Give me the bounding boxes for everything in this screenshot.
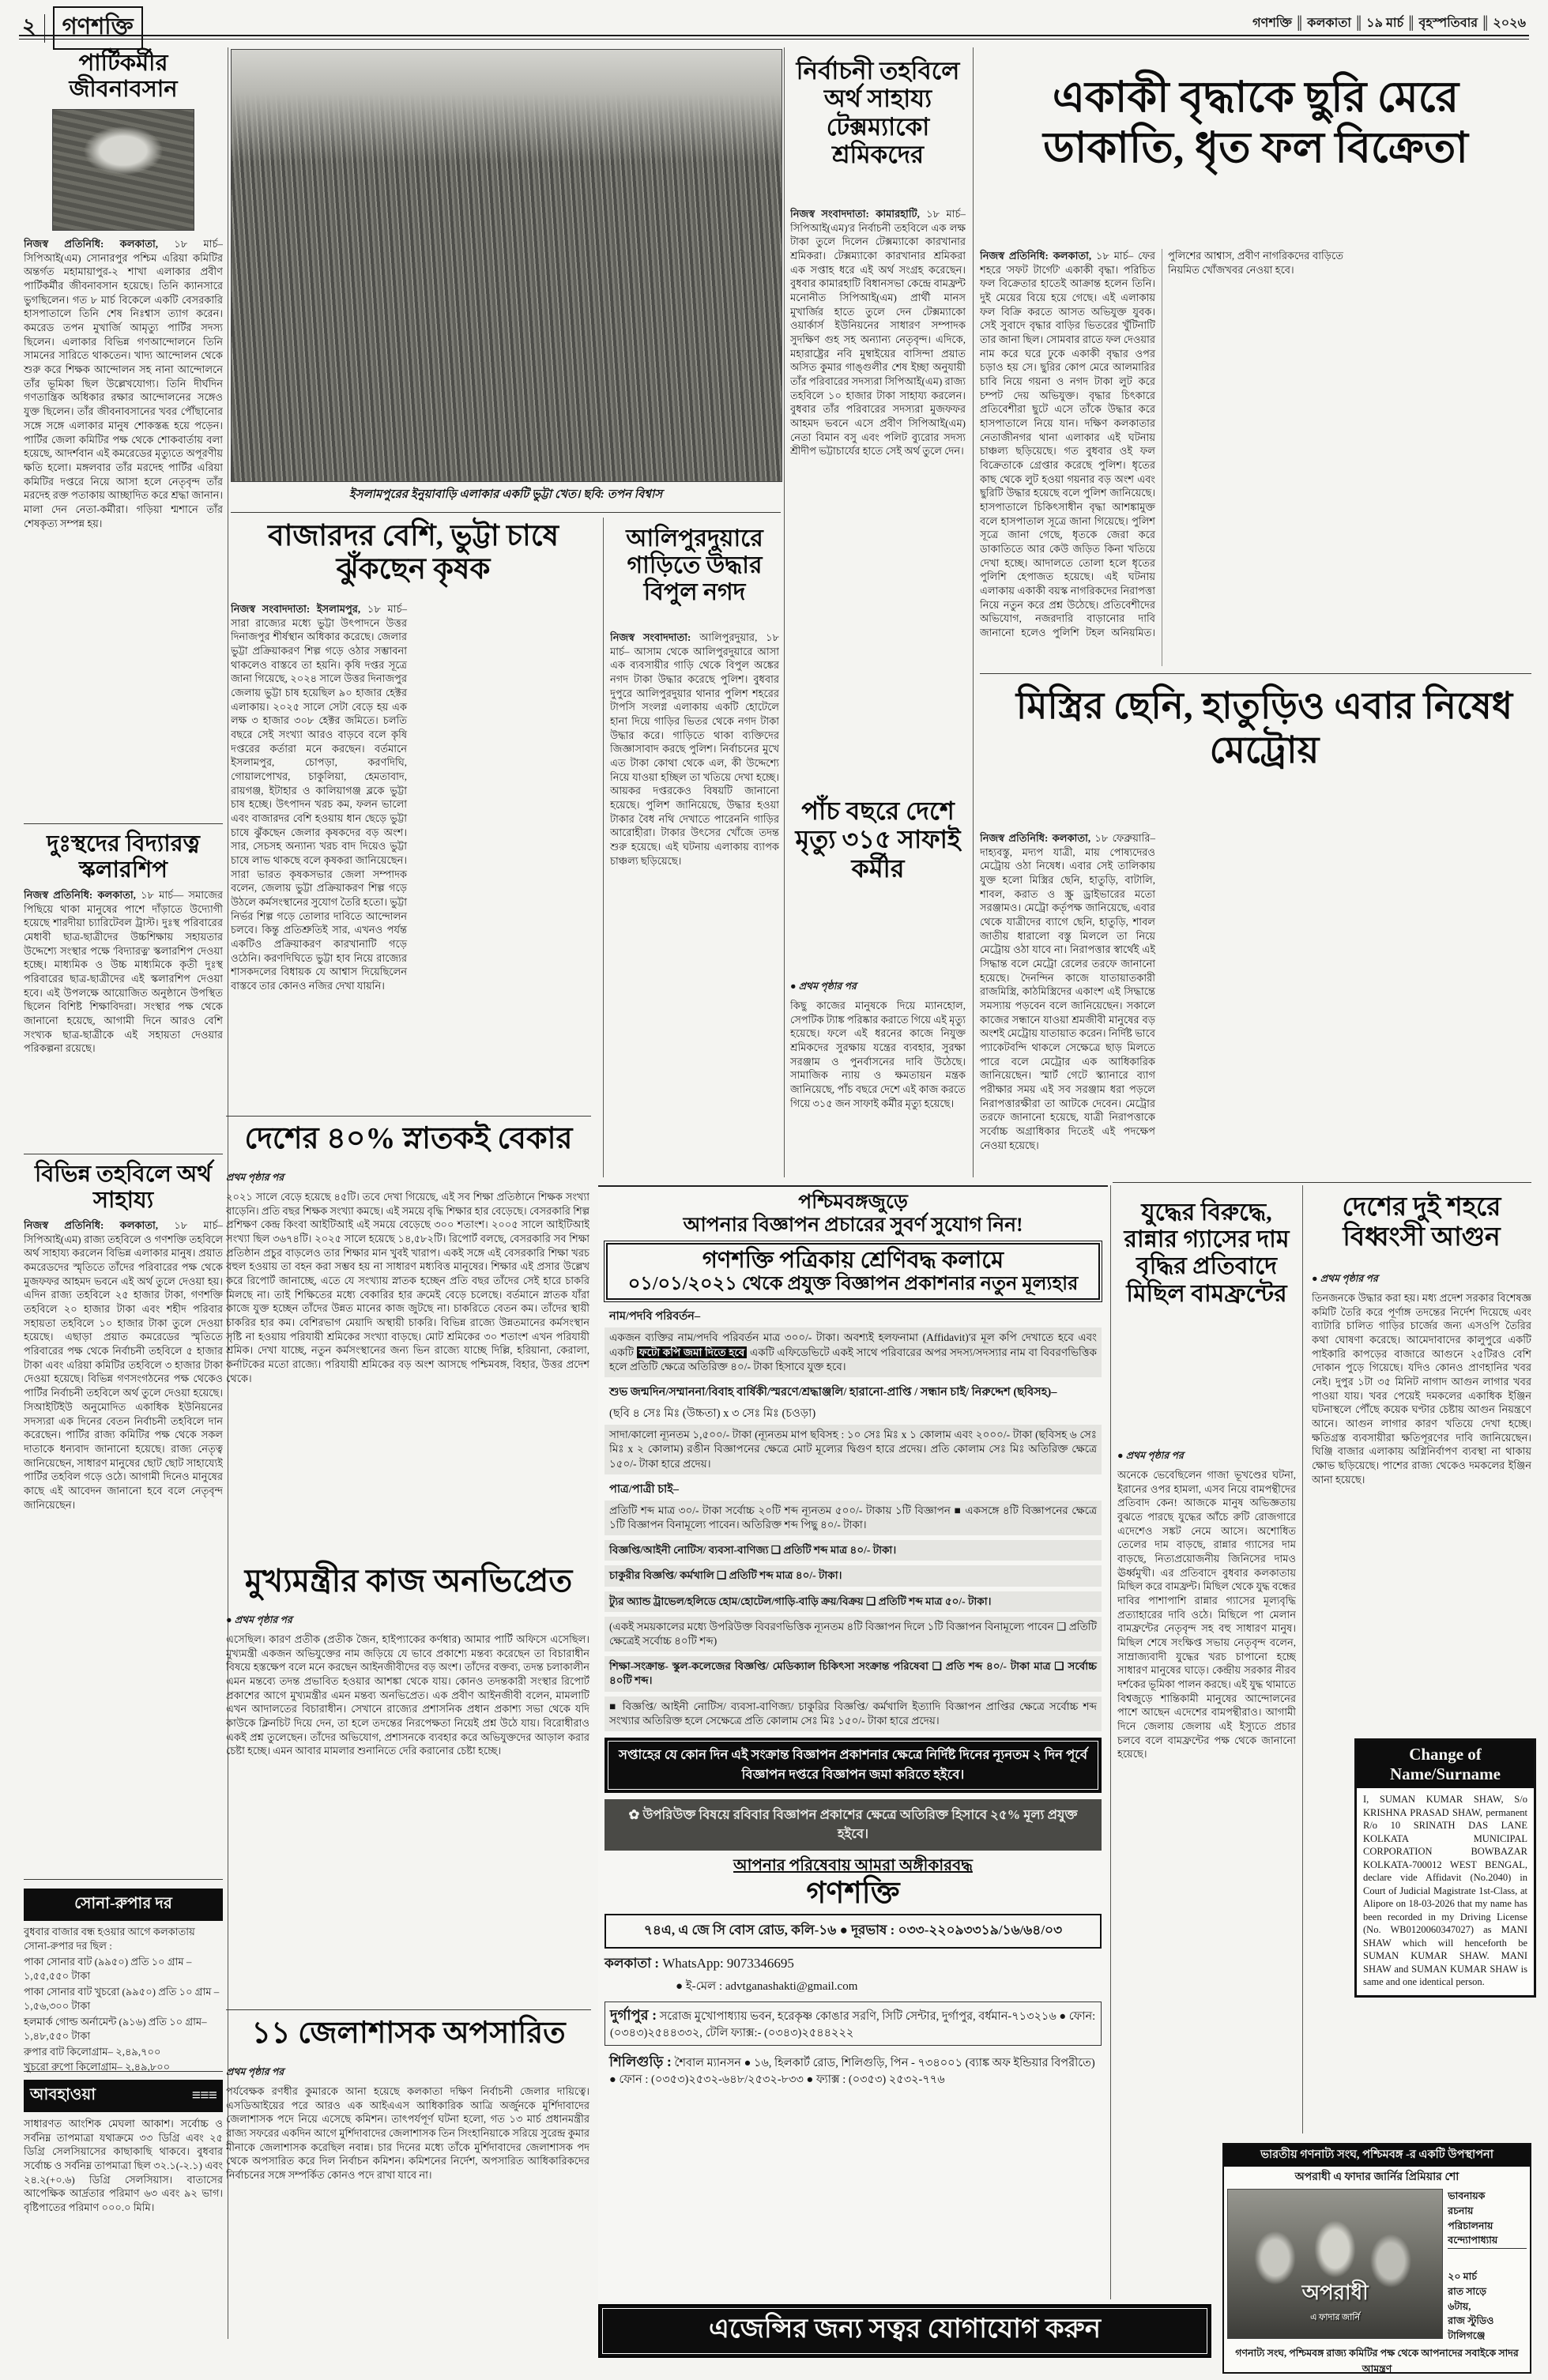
theatre-ad-content	[1224, 2187, 1530, 2345]
ad-highlight: ফটো কপি জমা দিতে হবে	[637, 1346, 748, 1358]
alipurduar-title: আলিপুরদুয়ারে গাড়িতে উদ্ধার বিপুল নগদ	[626, 525, 763, 606]
metro-title: মিস্ত্রির ছেনি, হাতুড়িও এবার নিষেধ মেট্রোয়	[1015, 686, 1513, 772]
column-divider	[973, 47, 974, 1177]
article-body: ১৮ ফেব্রুয়ারি– দাহ্যবস্তু, মদ্যপ যাত্রী, মায় পোষ্যদেরও মেট্রোয় ওঠা নিষেধ। এবার সেই তালিকায় যুক্ত হলো মিস্ত্রির ছেনি, হাতুড়ি, বাটালি, শাবল, করাত ও স্ক্রু ড্রাইভারের মতো সরঞ্জামও। মেট্রো কর্তৃপক্ষ জানিয়েছে, এবার থেকে যাত্রীদের ব্যাগে ছেনি, হাতুড়ি, শাবল জাতীয় ধারালো বস্তু মিললে তা নিয়ে মেট্রোয় ওঠা যাবে না। নিরাপত্তার স্বার্থেই এই সিদ্ধান্ত বলে মেট্রো রেলের তরফে জানানো হয়েছে। দৈনন্দিন কাজে যাতায়াতকারী রাজমিস্ত্রি, কাঠমিস্ত্রিদের একাংশ এই সিদ্ধান্তে সমস্যায় পড়বেন বলে জানিয়েছেন। সকালে কাজের সন্ধানে যাওয়া শ্রমজীবী মানুষের বড় অংশই মেট্রোয় যাতায়াত করেন। নির্দিষ্ট ভাবে প্যাকেটবন্দি থাকলে সেক্ষেত্রে ছাড় মিলতে পারে বলে মেট্রোর এক আধিকারিক জানিয়েছেন। স্মার্ট গেটে স্ক্যানারে ব্যাগ পরীক্ষার সময় এই সব সরঞ্জাম ধরা পড়লে নিরাপত্তারক্ষীরা তা আটকে দেবেন। মেট্রোর তরফে জানানো হয়েছে, যাত্রী নিরাপত্তাকে সর্বোচ্চ অগ্রাধিকার দিতেই এই পদক্ষেপ নেওয়া হয়েছে।	[980, 832, 1155, 1151]
article-byline: নিজস্ব প্রতিনিধি: কলকাতা,	[980, 832, 1095, 844]
schedule-line: রাত সাড়ে	[1448, 2285, 1487, 2297]
article-body: পর্যবেক্ষক রণধীর কুমারকে আনা হয়েছে কলকাতা দক্ষিণ নির্বাচনী জেলার দায়িত্বে। এসডিআইয়ের পরে আরও এক আইএএস আধিকারিক আত্রি অর্জুনকে মুর্শিদাবাদের জেলাশাসক পদে নিয়ে এসেছে কমিশন। তাৎপর্যপূর্ণ ঘটনা হলো, গত ১৩ মার্চ প্রধানমন্ত্রীর রাজ্য সফরের একদিন আগে মুর্শিদাবাদের জেলাশাসক তিন সিংহানিয়াকে সরিয়ে সুরেন্দ্র কুমার মীনাকে জেলাশাসক করেছিল নবান্ন। চার দিনের মধ্যে তাঁকে মুর্শিদাবাদের জেলাশাসক পদ থেকে অপসারিত করে দিল নির্বাচন কমিশন। কমিশনের নির্দেশ, অপসারিত আধিকারিকদের নির্বাচনের সঙ্গে সম্পর্কিত কোনও পদে রাখা যাবে না।	[226, 2085, 589, 2182]
schedule-line: ২০ মার্চ	[1448, 2271, 1477, 2282]
ad-header-region: পশ্চিমবঙ্গজুড়ে	[798, 1192, 908, 1213]
section-rule	[226, 1116, 591, 1117]
continued-note: প্রথম পৃষ্ঠার পর	[226, 2066, 284, 2077]
section-rule	[1113, 1182, 1531, 1183]
robbery-article	[980, 249, 1531, 666]
ad-section: (একই সময়কালের মধ্যে উপরিউক্ত বিবরণভিত্তিক ন্যূনতম ৪টি বিজ্ঞাপন দিলে ১টি বিজ্ঞাপন বিনামূল্যে পাবেন ❑ প্রতিটি ক্ষেত্রেই সর্বোচ্চ ৪০টি শব্দ)	[605, 1617, 1102, 1651]
article-byline: নিজস্ব সংবাদদাতা: কামারহাটি,	[790, 208, 927, 220]
weather-body: সাধারণত আংশিক মেঘলা আকাশ। সর্বোচ্চ ও সর্বনিম্ন তাপমাত্রা যথাক্রমে ৩৩ ডিগ্রি এবং ২৫ ডিগ্রি সেলসিয়াসের কাছাকাছি থাকবে। বুধবার সর্বোচ্চ ও সর্বনিম্ন তাপমাত্রা ছিল ৩২.১(-২.১) এবং ২৪.২(+০.৬) ডিগ্রি সেলসিয়াস। বাতাসের আপেক্ষিক আর্দ্রতার পরিমাণ ৬৩ এবং ৯২ ভাগ। বৃষ্টিপাতের পরিমাণ ০০০.০ মিমি।	[24, 2118, 223, 2214]
ad-brand: গণশক্তি	[806, 1876, 900, 1910]
theatre-still-photo	[1227, 2189, 1443, 2339]
masthead-meta: গণশক্তি ║ কলকাতা ║ ১৯ মার্চ ║ বৃহস্পতিবার ║ ২০২৬	[1252, 17, 1526, 30]
continued-note: ● প্রথম পৃষ্ঠার পর	[790, 980, 966, 996]
schedule-line: ৬টায়,	[1448, 2300, 1471, 2312]
name-change-body: I, SUMAN KUMAR SHAW, S/o KRISHNA PRASAD SHAW, permanent R/o 10 SRINATH DAS LANE KOLKATA MUNICIPAL CORPORATION BOWBAZAR KOLKATA-700012 WEST BENGAL, declare vide Affidavit (No.2040) in Court of Judicial Magistrate 1st-Class, at Alipore on 18-03-2026 that my name has been recorded in my Driving License (No. WB0120060347027) as MANI SHAW which will henceforth be SUMAN KUMAR SHAW. MANI SHAW and SUMAN KUMAR SHAW is same and one identical person.	[1363, 1794, 1527, 1988]
gold-rate-item: পাকা সোনার বাট খুচরো (৯৯৫০) প্রতি ১০ গ্রাম – ১,৫৬,৩০০ টাকা	[24, 1985, 220, 2012]
article-body: তিনজনকে উদ্ধার করা হয়। মধ্য প্রদেশ সরকার বিশেষজ্ঞ কমিটি তৈরি করে পূর্ণাঙ্গ তদন্তের নির্দেশ দিয়েছে এবং ব্যাটারি চালিত গাড়ির চার্জের জন্য এসওপি তৈরির কথা ঘোষণা করেছে। আমেদাবাদের কালুপুরে একটি পাইকারি কাপড়ের বাজারে আগুনে ২৫টিরও বেশি দোকান পুড়ে গিয়েছে। যদিও কোনও প্রাণহানির খবর নেই। দুপুর ১টা ৩৫ মিনিট নাগাদ আগুন লাগার খবর পাওয়া যায়। খবর পেয়েই দমকলের একাধিক ইঞ্জিন ঘটনাস্থলে পৌঁছে কয়েক ঘণ্টার চেষ্টায় আগুন নিয়ন্ত্রণে আনে। আগুন লাগার কারণ খতিয়ে দেখা হচ্ছে। ক্ষতিগ্রস্ত ব্যবসায়ীরা ক্ষতিপূরণের দাবি জানিয়েছেন। ঘিঞ্জি বাজার এলাকায় অগ্নিনির্বাপণ ব্যবস্থা না থাকায় ক্ষোভ ছড়িয়েছে। পাশের রাজ্য থেকেও দমকলের ইঞ্জিন আনা হয়েছে।	[1312, 1292, 1531, 1486]
article-title: পার্টিকর্মীর জীবনাবসান	[69, 51, 178, 103]
article-body: ১৮ মার্চ– সারা রাজ্যের মধ্যে ভুট্টা উৎপাদনে উত্তর দিনাজপুর শীর্ষস্থান অধিকার করেছে। জেলার ভুট্টা প্রক্রিয়াকরণ শিল্প গড়ে ওঠার সম্ভাবনা থাকলেও বাস্তবে তা হয়নি। কৃষি দপ্তর সূত্রে জানা গিয়েছে, ২০২৪ সালে উত্তর দিনাজপুর জেলায় ভুট্টা চাষ হয়েছিল ৯০ হাজার হেক্টর এলাকায়। ২০২৫ সালে সেটা বেড়ে হয় এক লক্ষ ৩ হাজার ৩০৮ হেক্টর জমিতে। চলতি বছরে সেই সংখ্যা আরও বাড়বে বলে কৃষি দপ্তরের কর্তারা মনে করছেন। বর্তমানে ইসলামপুর, চোপড়া, করণদিঘি, গোয়ালপোখর, চাকুলিয়া, হেমতাবাদ, রায়গঞ্জ, ইটাহার ও কালিয়াগঞ্জ ব্লকে ভুট্টা চাষ হচ্ছে। উৎপাদন খরচ কম, ফলন ভালো এবং বাজারদর বেশি হওয়ায় ধান ছেড়ে ভুট্টা চাষে ঝুঁকছেন জেলার কৃষকদের বড় অংশ। সার, সেচসহ অন্যান্য খরচ বাদ দিয়েও ভুট্টা চাষে লাভ থাকছে বলে কৃষকরা জানিয়েছেন। সারা ভারত কৃষকসভার জেলা সম্পাদক বলেন, জেলায় ভুট্টা প্রক্রিয়াকরণ শিল্প গড়ে উঠলে কর্মসংস্থানের সুযোগ তৈরি হতো। ভুট্টা নির্ভর শিল্প গড়ে তোলার দাবিতে আন্দোলন চলবে। কিন্তু প্রতিশ্রুতিই সার, এখনও পর্যন্ত একটিও প্রক্রিয়াকরণ কারখানাটি গড়ে ওঠেনি। করণদিঘিতে ভুট্টা হাব নিয়ে রাজ্যের শাসকদলের বিধায়ক যে আশ্বাস দিয়েছিলেন বাস্তবে তার কোনও নজির দেখা যায়নি।	[231, 603, 407, 992]
theatre-info-column	[1448, 2189, 1527, 2344]
article-body: আলিপুরদুয়ার, ১৮ মার্চ– আসাম থেকে আলিপুরদুয়ারে আসা এক ব্যবসায়ীর গাড়ি থেকে বিপুল অঙ্কের নগদ টাকা উদ্ধার করেছে পুলিশ। বুধবার দুপুরে আলিপুরদুয়ার থানার পুলিশ শহরের টাপসি সংলগ্ন এলাকায় একটি হোটেলে হানা দিয়ে গাড়ির ভিতর থেকে নগদ টাকা উদ্ধার করে। গাড়িতে থাকা ব্যক্তিদের জিজ্ঞাসাবাদ করছে পুলিশ। নির্বাচনের মুখে এত টাকা কোথা থেকে এল, কী উদ্দেশ্যে নিয়ে যাওয়া হচ্ছিল তা খতিয়ে দেখা হচ্ছে। আয়কর দপ্তরকেও বিষয়টি জানানো হয়েছে। পুলিশ জানিয়েছে, উদ্ধার হওয়া টাকার বৈধ নথি দেখাতে পারেননি গাড়ির আরোহীরা। টাকার উৎসের খোঁজে তদন্ত শুরু হয়েছে। এই ঘটনায় এলাকায় ব্যাপক চাঞ্চল্য ছড়িয়েছে।	[610, 631, 779, 867]
article-obituary	[24, 51, 223, 820]
ad-section-title: পাত্র/পাত্রী চাই–	[609, 1482, 680, 1496]
ad-kolkata-contact	[605, 1953, 1102, 1975]
article-body: ১৮ মার্চ– সিপিআই(এম)'র নির্বাচনী তহবিলে এক লক্ষ টাকা তুলে দিলেন টেক্সম্যাকো কারখানার শ্রমিকরা। টেক্সম্যাকো কারখানার শ্রমিকরা এক সপ্তাহ ধরে এই অর্থ সংগ্রহ করেছেন। বুধবার কামারহাটি বিধানসভা কেন্দ্রে বামফ্রন্ট মনোনীত সিপিআই(এম) প্রার্থী মানস মুখার্জির হাতে তুলে দেন টেক্সম্যাকো ওয়ার্কার্স ইউনিয়নের সাধারণ সম্পাদক সুদক্ষিণ গুহ সহ অন্যান্য নেতৃবৃন্দ। এদিকে, মহারাষ্ট্রের নবি মুম্বাইয়ের বাসিন্দা প্রয়াত অসিত কুমার গাঙ্গুলীর শেষ ইচ্ছা অনুযায়ী তাঁর পরিবারের সদস্যরা সিপিআই(এম) রাজ্য তহবিলে ১০ হাজার টাকা সাহায্য করলেন। বুধবার তাঁর পরিবারের সদস্যরা মুজফফর আহমদ ভবনে এসে প্রবীণ সিপিআই(এম) নেতা বিমান বসু এবং পলিট ব্যুরোর সদস্য শ্রীদীপ ভট্টাচার্যের হাতে সেই অর্থ তুলে দেন।	[790, 208, 966, 458]
cm-title: মুখ্যমন্ত্রীর কাজ অনভিপ্রেত	[244, 1563, 573, 1599]
poster-title: অপরাধী	[1301, 2281, 1369, 2304]
ad-title-line: গণশক্তি পত্রিকায় শ্রেণিবদ্ধ কলামে	[702, 1248, 1004, 1273]
graduates-article	[226, 1169, 589, 1561]
robbery-title: একাকী বৃদ্ধাকে ছুরি মেরে ডাকাতি, ধৃত ফল বিক্রেতা	[1043, 73, 1468, 171]
ad-city-label: দুর্গাপুর :	[610, 2007, 657, 2024]
ad-city-label: শিলিগুড়ি :	[609, 2053, 672, 2069]
article-byline: নিজস্ব প্রতিনিধি: কলকাতা,	[980, 250, 1096, 262]
section-rule	[980, 673, 1531, 674]
article-body: কিছু কাজের মানুষকে দিয়ে ম্যানহোল, সেপটিক ট্যাঙ্ক পরিষ্কার করাতে গিয়ে এই মৃত্যু হয়েছে। ফলে এই ধরনের কাজে নিযুক্ত শ্রমিকদের সুরক্ষায় যন্ত্রের ব্যবহার, সুরক্ষা সরঞ্জাম ও পুনর্বাসনের দাবি উঠেছে। সামাজিক ন্যায় ও ক্ষমতায়ন মন্ত্রক জানিয়েছে, পাঁচ বছরে দেশে এই কাজ করতে গিয়ে ৩১৫ জন সাফাই কর্মীর মৃত্যু হয়েছে।	[790, 1000, 966, 1109]
continued-note: প্রথম পৃষ্ঠার পর	[226, 1172, 284, 1183]
masthead-rule	[19, 35, 1529, 40]
ad-section: প্রতিটি শব্দ মাত্র ৩০/- টাকা সর্বোচ্চ ২০টি শব্দ ন্যূনতম ৫০০/- টাকায় ১টি বিজ্ঞাপন ■ একসঙ্গে ৪টি বিজ্ঞাপনের ক্ষেত্রে ১টি বিজ্ঞাপন বিনামূল্যে পাবেন। অতিরিক্ত শব্দ পিছু ৪০/- টাকা।	[605, 1501, 1102, 1535]
ad-section: ■ বিজ্ঞপ্তি/ আইনী নোটিস/ ব্যবসা-বাণিজ্য/ চাকুরির বিজ্ঞপ্তি/ কর্মখালি ইত্যাদি বিজ্ঞাপন প্রাপ্তির ক্ষেত্রে সর্বোচ্চ শব্দ সংখ্যার অতিরিক্ত হলে সেক্ষেত্রে প্রতি কোলাম সেঃ মিঃ ১৫০/- টাকা হারে প্রদেয়।	[605, 1697, 1102, 1731]
weather-title: আবহাওয়া	[30, 2086, 96, 2103]
continued-note: ● প্রথম পৃষ্ঠার পর	[1312, 1272, 1531, 1288]
credit-line: বন্দ্যোপাধ্যায়	[1448, 2233, 1527, 2249]
article-funds	[24, 1162, 223, 1873]
ad-section-text: একটি এফিডেভিটে একই সাথে পরিবারের অপর সদস্য/সদস্যার নাম বা বিবরণভিত্তিক হলে প্রতিটি ক্ষেত্রে অতিরিক্ত ৪০/- টাকা হিসাবে যুক্ত হবে।	[609, 1346, 1097, 1373]
ad-pledge: আপনার পরিষেবায় আমরা অঙ্গীকারবদ্ধ	[733, 1857, 973, 1875]
ad-title-box	[606, 1243, 1100, 1300]
ad-section-line: (ছবি ৪ সেঃ মিঃ (উচ্চতা) x ৩ সেঃ মিঃ (চওড়া)	[609, 1407, 816, 1421]
corn-field-photo	[231, 49, 782, 482]
section-rule	[24, 823, 223, 824]
fire-title: দেশের দুই শহরে বিধ্বংসী আগুন	[1342, 1193, 1501, 1252]
article-title: দুঃস্থদের বিদ্যারত্ন স্কলারশিপ	[47, 831, 200, 883]
safai-article	[790, 978, 966, 1173]
ad-header-opportunity: আপনার বিজ্ঞাপন প্রচারের সুবর্ণ সুযোগ নিন!	[683, 1214, 1023, 1236]
column-divider	[1110, 1185, 1111, 2299]
column-divider	[603, 518, 604, 1177]
ad-section: সাদা/কালো ন্যূনতম ১,৫০০/- টাকা (ন্যূনতম মাপ ছবিসহ : ১০ সেঃ মিঃ x ১ কোলাম এবং ২০০০/- টাকা (ছবিসহ ৬ সেঃ মিঃ x ২ কোলাম) রঙীন বিজ্ঞাপনের ক্ষেত্রে মোট মূল্যের দ্বিগুণ হারে প্রদেয়। প্রতি কোলাম সেঃ মিঃ অতিরিক্ত ক্ষেত্রে ১৫০/- টাকা হারে প্রদেয়।	[605, 1425, 1102, 1474]
ad-deadline-notice: সপ্তাহের যে কোন দিন এই সংক্রান্ত বিজ্ঞাপন প্রকাশনার ক্ষেত্রে নির্দিষ্ট দিনের ন্যূনতম ২ দিন পূর্বে বিজ্ঞাপন দপ্তরে বিজ্ঞাপন জমা করিতে হইবে।	[605, 1738, 1102, 1793]
ad-section: বিজ্ঞপ্তি/আইনী নোটিস/ ব্যবসা-বাণিজ্য ❑ প্রতিটি শব্দ মাত্র ৪০/- টাকা।	[605, 1540, 1102, 1561]
schedule-line: রাজ স্টুডিও	[1448, 2315, 1494, 2327]
page-number: ২	[22, 14, 36, 38]
article-body: ১৮ মার্চ– সিপিআই(এম) সোনারপুর পশ্চিম এরিয়া কমিটির অন্তর্গত মহামায়াপুর-২ শাখা এলাকার প্রবীণ পার্টিকর্মীর জীবনাবসান হয়েছে। তিনি ক্যানসারে ভুগছিলেন। গত ৮ মার্চ বিকেলে একটি বেসরকারি হাসপাতালে তিনি শেষ নিঃশ্বাস ত্যাগ করেন। কমরেড তপন মুখার্জি আমৃত্যু পার্টির সদস্য ছিলেন। এলাকার বিভিন্ন গণআন্দোলনে তিনি সামনের সারিতে থাকতেন। খাদ্য আন্দোলন থেকে শুরু করে শিক্ষক আন্দোলন সহ নানা আন্দোলনে তাঁর ভূমিকা ছিল উল্লেখযোগ্য। তিনি দীর্ঘদিন গণতান্ত্রিক অধিকার রক্ষার আন্দোলনের সঙ্গেও যুক্ত ছিলেন। তাঁর জীবনাবসানের খবর পৌঁছানোর সঙ্গে সঙ্গে এলাকার মানুষ শোকস্তব্ধ হয়ে পড়েন। পার্টির জেলা কমিটির পক্ষ থেকে শোকবার্তায় বলা হয়েছে, আদর্শবান এই কমরেডের মৃত্যুতে অপূরণীয় ক্ষতি হলো। মঙ্গলবার তাঁর মরদেহ পার্টির এরিয়া কমিটির দপ্তরে নিয়ে আসা হলে নেতৃবৃন্দ তাঁর মরদেহ রক্ত পতাকায় আচ্ছাদিত করে শ্রদ্ধা জানান। মালা দেন নেতা-কর্মীরা। গড়িয়া শ্মশানে তাঁর শেষকৃত্য সম্পন্ন হয়।	[24, 238, 223, 529]
dm-article	[226, 2064, 589, 2369]
ad-address-bar: ৭৪এ, এ জে সি বোস রোড, কলি-১৬ ● দূরভাষ : ০৩৩-২২০৯৩৩১৯/১৬/৬৪/০৩	[605, 1914, 1102, 1949]
article-body: ১৮ মার্চ– সিপিআই(এম) রাজ্য তহবিলে ও গণশক্তি তহবিলে অর্থ সাহায্য করলেন বিভিন্ন এলাকার মানুষ। প্রয়াত কমরেডদের স্মৃতিতে তাঁদের পরিবারের পক্ষ থেকে মুজফফর আহমদ ভবনে এই অর্থ তুলে দেওয়া হয়। এদিন রাজ্য তহবিলে ২৫ হাজার টাকা, গণশক্তি তহবিলে ২০ হাজার টাকা এবং শহীদ পরিবার সহায়তা তহবিলে ১০ হাজার টাকা তুলে দেওয়া হয়েছে। এছাড়া প্রয়াত কমরেডের স্মৃতিতে পরিবারের পক্ষ থেকে নির্বাচনী তহবিলে ৫ হাজার টাকা এবং এরিয়া কমিটির তহবিলে ৩ হাজার টাকা দেওয়া হয়েছে। বিভিন্ন গণসংগঠনের পক্ষ থেকেও পার্টির নির্বাচনী তহবিলে অর্থ তুলে দেওয়া হয়েছে। সিআইটিইউ অনুমোদিত একাধিক ইউনিয়নের সদস্যরা এক দিনের বেতন নির্বাচনী তহবিলে দান করেছেন। পার্টির রাজ্য কমিটির পক্ষ থেকে সকল দাতাকে ধন্যবাদ জানানো হয়েছে। রাজ্য নেতৃত্ব জানিয়েছেন, সাধারণ মানুষের ছোট ছোট সাহায্যেই পার্টির তহবিল গড়ে ওঠে। আগামী দিনেও মানুষের কাছে এই আবেদন জানানো হবে বলে নেতৃবৃন্দ জানিয়েছেন।	[24, 1219, 223, 1511]
article-title: বিভিন্ন তহবিলে অর্থ সাহায্য	[35, 1162, 212, 1214]
war-title: যুদ্ধের বিরুদ্ধে, রান্নার গ্যাসের দাম বৃদ্ধির প্রতিবাদে মিছিল বামফ্রন্টের	[1124, 1199, 1290, 1307]
gold-rate-item: রুপার বাট কিলোগ্রাম– ২,৪৯,৭০০	[24, 2045, 161, 2058]
article-byline: নিজস্ব সংবাদদাতা: ইসলামপুর,	[231, 603, 367, 615]
ad-contact-body: সরোজ মুখোপাধ্যায় ভবন, হরেকৃষ্ণ কোঙার সরণি, সিটি সেন্টার, দুর্গাপুর, বর্ধমান-৭১৩২১৬ ● ফোন: (০৩৪৩)২৫৪৪৩৩২, টেলি ফ্যাক্স:- (০৩৪৩)২৫৪৪২২২	[610, 2010, 1096, 2040]
fire-article	[1312, 1271, 1531, 1718]
ad-durgapur-contact	[605, 2002, 1102, 2045]
column-divider	[784, 47, 785, 1177]
safai-title: পাঁচ বছরে দেশে মৃত্যু ৩১৫ সাফাই কর্মীর	[795, 796, 961, 883]
ad-section-title: শুভ জন্মদিন/সম্মাননা/বিবাহ বার্ষিকী/স্মরণে/শ্রদ্ধাঞ্জলি/ হারানো-প্রাপ্তি / সন্ধান চাই/ নিরুদ্দেশ (ছবিসহ)–	[609, 1386, 1057, 1399]
ad-section: ট্যুর অ্যান্ড ট্রাভেল/হলিডে হোম/হোটেল/গাড়ি-বাড়ি ক্রয়/বিক্রয় ❑ প্রতিটি শব্দ মাত্র ৫০/- টাকা।	[605, 1591, 1102, 1612]
spacer	[1448, 2249, 1527, 2269]
gold-rates-title: সোনা-রুপার দর	[24, 1889, 223, 1921]
texmaco-title: নির্বাচনী তহবিলে অর্থ সাহায্য টেক্সম্যাকো শ্রমিকদের	[796, 57, 960, 168]
caption-rule	[231, 512, 781, 513]
article-body: এসেছিল। কারণ প্রতীক (প্রতীক জৈন, হাইপ্যাকের কর্ণধার) আমার পার্টি অফিসে এসেছিল। মুখ্যমন্ত্রী একজন অভিযুক্তের নাম জড়িয়ে যে ভাবে প্রকাশ্যে মন্তব্য করেছেন তা বিচারাধীন বিষয়ে হস্তক্ষেপ বলে মনে করছেন আইনজীবীদের বড় অংশ। তাঁদের বক্তব্য, তদন্ত চলাকালীন এমন মন্তব্যে তদন্ত প্রভাবিত হওয়ার আশঙ্কা থেকে যায়। কোনও তদন্তকারী সংস্থার রিপোর্ট প্রকাশের আগে মুখ্যমন্ত্রীর এমন মন্তব্য অনভিপ্রেত। এক প্রবীণ আইনজীবী বলেন, মামলাটি এখন আদালতের বিচারাধীন। সেখানে রাজ্যের প্রশাসনিক প্রধান প্রকাশ্য সভা থেকে যদি কাউকে ক্লিনচিট দিয়ে দেন, তা হলে তদন্তের নিরপেক্ষতা নিয়েই প্রশ্ন উঠে যায়। বিরোধীরাও একই প্রশ্ন তুলেছেন। তাঁদের অভিযোগ, প্রশাসনকে ব্যবহার করে অভিযুক্তদের আড়াল করার চেষ্টা হচ্ছে। এমন আবার মামলার শুনানিতে দেরি করানোর চেষ্টা হচ্ছে।	[226, 1633, 589, 1757]
corn-photo-caption: ইসলামপুরের ইনুয়াবাড়ি এলাকার একটি ভুট্টা খেত। ছবি: তপন বিশ্বাস	[348, 488, 663, 501]
graduates-title: দেশের ৪০% স্নাতকই বেকার	[244, 1122, 573, 1155]
ad-sunday-notice: ✿ উপরিউক্ত বিষয়ে রবিবার বিজ্ঞাপন প্রকাশের ক্ষেত্রে অতিরিক্ত হিসাবে ২৫% মূল্য প্রযুক্ত হইবে।	[605, 1799, 1102, 1851]
ad-section	[605, 1327, 1102, 1377]
theatre-show-line: অপরাধী এ ফাদার জার্নির প্রিমিয়ার শো	[1294, 2171, 1459, 2183]
ad-siliguri-contact	[605, 2050, 1102, 2089]
gold-rate-item: হলমার্ক গোল্ড অর্নামেন্ট (৯১৬) প্রতি ১০ গ্রাম– ১,৪৮,৫৫০ টাকা	[24, 2015, 207, 2042]
masthead	[22, 6, 143, 50]
texmaco-article	[790, 207, 966, 776]
article-byline: নিজস্ব প্রতিনিধি: কলকাতা,	[24, 238, 175, 250]
gold-rate-item: খুচরো রুপো কিলোগ্রাম– ২,৪৯,৮০০	[24, 2061, 171, 2073]
theatre-invite-line: গণনাট্য সংঘ, পশ্চিমবঙ্গ রাজ্য কমিটির পক্ষ থেকে আপনাদের সবাইকে সাদর আমন্ত্রণ	[1235, 2347, 1519, 2374]
metro-article	[980, 831, 1531, 1166]
poster-subtitle: এ ফাদার জার্নি	[1310, 2313, 1361, 2322]
section-rule	[226, 2009, 591, 2010]
theatre-ad	[1222, 2143, 1531, 2374]
credit-line: ভাবনায়ক	[1448, 2190, 1486, 2201]
ad-section-text: একজন ব্যক্তির নাম/পদবি পরিবর্তন মাত্র ৩০০/- টাকা। অবশ্যই হলফনামা (Affidavit)'র মূল কপি দেখাতে হবে এবং একটি	[609, 1331, 1097, 1358]
ad-city-label: কলকাতা :	[605, 1956, 659, 1971]
war-article	[1117, 1448, 1296, 2136]
gold-silver-rates	[24, 1889, 223, 2073]
name-change-title: Change of Name/Surname	[1357, 1741, 1534, 1788]
article-byline: নিজস্ব প্রতিনিধি: কলকাতা,	[24, 889, 141, 902]
continued-note: ● প্রথম পৃষ্ঠার পর	[1117, 1449, 1296, 1465]
weather-box	[24, 2080, 223, 2317]
cm-article	[226, 1612, 589, 1996]
ad-section: শিক্ষা-সংক্রান্ত- স্কুল-কলেজের বিজ্ঞপ্তি/ মেডিক্যাল চিকিৎসা সংক্রান্ত পরিষেবা ❑ প্রতি শব্দ ৪০/- টাকা মাত্র ❑ সর্বোচ্চ ৪০টি শব্দ।	[605, 1656, 1102, 1691]
section-rule	[24, 1879, 223, 1880]
corn-article-title: বাজারদর বেশি, ভুট্টা চাষে ঝুঁকছেন কৃষক	[268, 520, 559, 586]
dm-title: ১১ জেলাশাসক অপসারিত	[251, 2017, 566, 2050]
article-body: ২০২১ সালে বেড়ে হয়েছে ৪৫টি। তবে দেখা গিয়েছে, এই সব শিক্ষা প্রতিষ্ঠানে শিক্ষক সংখ্যা বাড়েনি। প্রতি বছর শিক্ষক সংখ্যা কমছে। এই সময়ে বৃদ্ধি শিক্ষার হার বেড়েছে। বেসরকারি শিল্প প্রশিক্ষণ কেন্দ্র কিংবা আইটিআই এই সময়ে বেড়েছে ৩০০ শতাংশ। ২০০৫ সালে আইটিআই সংখ্যা ছিল ৩৬৭৪টি। ২০২৫ সালে হয়েছে ১৪,৫৮২টি। রিপোর্ট বলছে, বেসরকারি সব শিক্ষা প্রতিষ্ঠান প্রচুর বাড়লেও তার শিক্ষার মান খুবই খারাপ। একই সঙ্গে এই বেসরকারি শিক্ষা খরচ বহুল হওয়ায় তা বহন করা সম্ভব হয় না সাধারণ মধ্যবিত্ত মানুষের। শিক্ষার এই প্রসার উল্লেখ করে রিপোর্ট জানাচ্ছে, এতে যে সংখ্যায় স্নাতক হচ্ছেন প্রতি বছর তাঁদের সেই হারে চাকরি মিলছে না। তাই শিক্ষিতের মধ্যে বেকারির হার ক্রমেই বেড়ে চলেছে। বর্তমানে স্নাতক যাঁরা কাজে যুক্ত হচ্ছেন তাঁদের উন্নত মানের কাজ জুটছে না। চাকরিতে বেতন কম। তাঁদের স্থায়ী চাকরির হার কম। বেশিরভাগ মেয়াদি অস্থায়ী চাকরি। বিভিন্ন রাজ্যে উন্নতমানের কর্মসংস্থান সৃষ্টি না হওয়ায় পরিযায়ী শ্রমিকের সংখ্যা বাড়ছে। মোট শ্রমিকের ৩০ শতাংশ এখন পরিযায়ী শ্রমিক। দেখা যাচ্ছে, নতুন কর্মসংস্থানের জন্য ভিন রাজ্যে যাচ্ছে দিল্লি, হরিয়ানা, কেরালা, কর্নাটকের মতো রাজ্যে। পরিযায়ী শ্রমিকের বড় অংশ আসছে পশ্চিমবঙ্গ, বিহার, উত্তর প্রদেশ থেকে।	[226, 1191, 589, 1384]
gold-rate-item: পাকা সোনার বাট (৯৯৫০) প্রতি ১০ গ্রাম – ১,৫৫,৫৫০ টাকা	[24, 1955, 192, 1982]
name-change-notice	[1354, 1738, 1536, 1998]
article-body: অনেকে ভেবেছিলেন গাজা ভূখণ্ডের ঘটনা, ইরানের ওপর হামলা, এসব নিয়ে বামপন্থীদের প্রতিবাদ কেন! আজকে মানুষ অভিজ্ঞতায় বুঝতে পারছে যুদ্ধের আঁচে রুটি রোজগারে এদেশেও সঙ্কট নেমে আসে। অশোধিত তেলের দাম বাড়ছে, রান্নার গ্যাসের দাম বাড়ছে, নিত্যপ্রয়োজনীয় জিনিসের দামও ঊর্ধ্বমুখী। এর প্রতিবাদে বুধবার কলকাতায় মিছিল করে বামফ্রন্ট। মিছিল থেকে যুদ্ধ বন্ধের দাবির পাশাপাশি রান্নার গ্যাসের মূল্যবৃদ্ধি প্রত্যাহারের দাবি ওঠে। মিছিলে পা মেলান বামফ্রন্টের নেতৃবৃন্দ সহ বহু সাধারণ মানুষ। মিছিল শেষে সংক্ষিপ্ত সভায় নেতৃবৃন্দ বলেন, সাম্রাজ্যবাদী যুদ্ধের খরচ চাপানো হচ্ছে সাধারণ মানুষের ঘাড়ে। কেন্দ্রীয় সরকার নীরব দর্শকের ভূমিকা পালন করছে। এই যুদ্ধ থামাতে বিশ্বজুড়ে শান্তিকামী মানুষের আন্দোলনের পাশে আছেন এদেশের বামপন্থীরাও। আগামী দিনে জেলায় জেলায় এই ইস্যুতে প্রচার চলবে বলে বামফ্রন্টের পক্ষ থেকে জানানো হয়েছে।	[1117, 1469, 1296, 1761]
article-body: ১৮ মার্চ— সমাজের পিছিয়ে থাকা মানুষের পাশে দাঁড়াতে উদ্যোগী হয়েছে শারদীয়া চ্যারিটেবল ট্রাস্ট। দুঃস্থ পরিবারের মেধাবী ছাত্র-ছাত্রীদের উচ্চশিক্ষায় সহায়তার উদ্দেশ্যে সংস্থার পক্ষে 'বিদ্যারত্ন' স্কলারশিপ দেওয়া হচ্ছে। মাধ্যমিক ও উচ্চ মাধ্যমিকে কৃতী দুঃস্থ পরিবারের ছাত্র-ছাত্রীদের এই স্কলারশিপ দেওয়া হবে। এই উপলক্ষে আয়োজিত অনুষ্ঠানে উপস্থিত ছিলেন বিশিষ্ট শিক্ষাবিদরা। সংস্থার পক্ষ থেকে জানানো হয়েছে, আগামী দিনে আরও বেশি সংখ্যক ছাত্র-ছাত্রীকে এই সহায়তা দেওয়ার পরিকল্পনা রয়েছে।	[24, 889, 223, 1055]
classified-ad-box	[598, 1185, 1108, 2301]
ad-rate-line: ০১/০১/২০২১ থেকে প্রযুক্ত বিজ্ঞাপন প্রকাশনার নতুন মূল্যহার	[627, 1274, 1079, 1295]
theatre-presenter: ভারতীয় গণনাট্য সংঘ, পশ্চিমবঙ্গ -র একটি উপস্থাপনা	[1224, 2145, 1530, 2167]
article-byline: নিজস্ব সংবাদদাতা:	[610, 631, 700, 643]
column-divider	[1302, 1185, 1303, 2133]
credit-line: রচনায়	[1448, 2205, 1474, 2216]
ad-whatsapp: WhatsApp: 9073346695	[662, 1956, 794, 1971]
weather-stripes-icon: ≡≡≡	[191, 2087, 217, 2104]
schedule-line: টালিগঞ্জে	[1448, 2330, 1486, 2341]
agency-contact-bar: এজেন্সির জন্য সত্বর যোগাযোগ করুন	[598, 2304, 1211, 2358]
continued-note: ● প্রথম পৃষ্ঠার পর	[226, 1614, 589, 1629]
corn-article-body	[231, 602, 596, 1097]
ad-email: ● ই-মেল : advtganashakti@gmail.com	[676, 1980, 858, 1994]
ad-section: চাকুরীর বিজ্ঞপ্তি/ কর্মখালি ❑ প্রতিটি শব্দ মাত্র ৪০/- টাকা।	[605, 1565, 1102, 1586]
ad-section-title: নাম/পদবি পরিবর্তন–	[609, 1310, 701, 1324]
article-body: ১৮ মার্চ– ফের শহরে 'সফট টার্গেট' একাকী বৃদ্ধা। পরিচিত ফল বিক্রেতার হাতেই আক্রান্ত হলেন তিনি। দুই মেয়ের বিয়ে হয়ে গেছে। এই এলাকায় ফল বিক্রি করতে আসত অভিযুক্ত যুবক। সেই সুবাদে বৃদ্ধার বাড়ির ভিতরের খুঁটিনাটি তার জানা ছিল। সোমবার রাতে ফল দেওয়ার নাম করে ঘরে ঢুকে একাকী বৃদ্ধার ওপর চড়াও হয় সে। ছুরির কোপ মেরে আলমারির চাবি নিয়ে গয়না ও নগদ টাকা লুট করে চম্পট দেয় অভিযুক্ত। বৃদ্ধার চিৎকারে প্রতিবেশীরা ছুটে এসে তাঁকে উদ্ধার করে হাসপাতালে নিয়ে যান। দক্ষিণ কলকাতার নেতাজীনগর থানা এলাকার এই ঘটনায় চাঞ্চল্য ছড়িয়েছে। গত বুধবার ওই ফল বিক্রেতাকে গ্রেপ্তার করেছে পুলিশ। ধৃতের কাছ থেকে লুট হওয়া গয়নার বড় অংশ এবং ছুরিটি উদ্ধার হয়েছে বলে পুলিশ জানিয়েছে। হাসপাতালে চিকিৎসাধীন বৃদ্ধা আশঙ্কামুক্ত বলে হাসপাতাল সূত্রে জানা গিয়েছে। পুলিশ সূত্রে জানা গেছে, ধৃতকে জেরা করে ডাকাতিতে আর কেউ জড়িত কিনা খতিয়ে দেখা হচ্ছে। আদালতে তোলা হলে ধৃতের পুলিশি হেপাজত হয়েছে। এই ঘটনায় এলাকায় একাকী বয়স্ক নাগরিকদের নিরাপত্তা নিয়ে নতুন করে প্রশ্ন উঠেছে। প্রতিবেশীদের অভিযোগ, নজরদারি বাড়ানোর দাবি জানানো হলেও পুলিশি টহল অনিয়মিত। পুলিশের আশ্বাস, প্রবীণ নাগরিকদের বাড়িতে নিয়মিত খোঁজখবর নেওয়া হবে।	[980, 250, 1343, 639]
article-scholarship	[24, 831, 223, 1149]
gold-rates-intro: বুধবার বাজার বন্ধ হওয়ার আগে কলকাতায় সোনা-রুপার দর ছিল :	[24, 1926, 195, 1952]
article-byline: নিজস্ব প্রতিনিধি: কলকাতা,	[24, 1219, 175, 1232]
alipurduar-article	[610, 631, 779, 1173]
ad-contact-body: শৈবাল ম্যানসন ● ১৬, হিলকার্ট রোড, শিলিগুড়ি, পিন - ৭৩৪০০১ (ব্যাঙ্ক অফ ইন্ডিয়ার বিপরীতে) ● ফোন : (০৩৫৩)২৫৩২-৬৪৮/২৫৩২-৮৩৩ ● ফ্যাক্স : (০৩৫৩) ২৫৩২-৭৭৬	[609, 2056, 1095, 2086]
credit-line: পরিচালনায়	[1448, 2220, 1493, 2231]
obituary-portrait-photo	[52, 109, 194, 231]
masthead-brand: গণশক্তি	[53, 6, 143, 50]
